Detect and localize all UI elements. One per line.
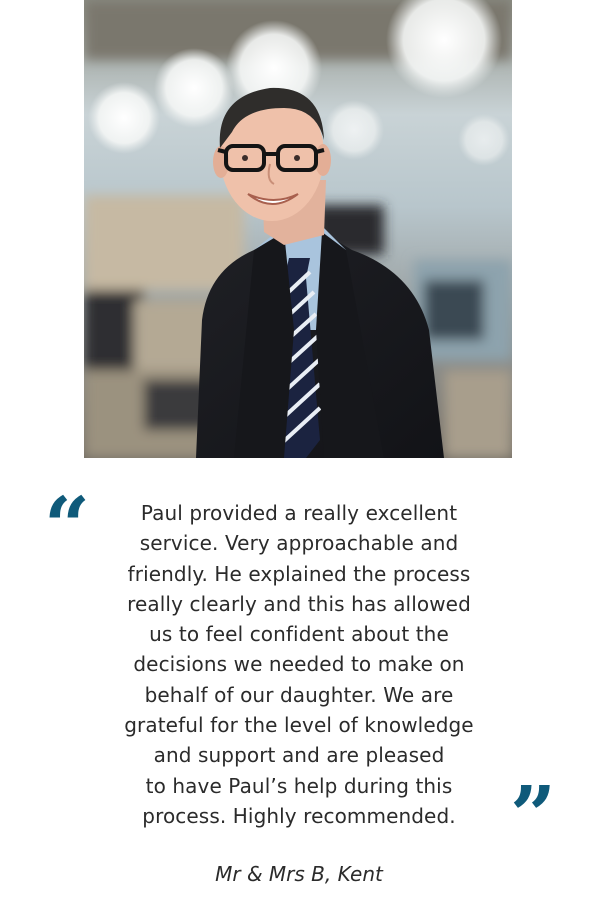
- open-quote-icon: “: [44, 479, 91, 573]
- testimonial-line: behalf of our daughter. We are: [144, 682, 454, 707]
- testimonial-line: us to feel confident about the: [149, 622, 449, 647]
- testimonial-attribution: Mr & Mrs B, Kent: [215, 862, 383, 886]
- portrait-photo: [84, 0, 512, 458]
- testimonial-line: really clearly and this has allowed: [127, 591, 471, 616]
- testimonial-line: friendly. He explained the process: [127, 561, 471, 586]
- testimonial-line: process. Highly recommended.: [142, 803, 456, 828]
- testimonial-line: grateful for the level of knowledge: [124, 713, 474, 738]
- testimonial-text: [90, 498, 508, 831]
- testimonial-line: Paul provided a really excellent: [140, 501, 458, 525]
- close-quote-icon: ”: [510, 768, 557, 862]
- testimonial-line: and support and are pleased: [153, 743, 445, 768]
- testimonial-line: decisions we needed to make on: [133, 652, 465, 677]
- testimonial-line: to have Paul’s help during this: [145, 773, 453, 798]
- testimonial-line: service. Very approachable and: [139, 531, 459, 556]
- portrait-image: [84, 0, 512, 458]
